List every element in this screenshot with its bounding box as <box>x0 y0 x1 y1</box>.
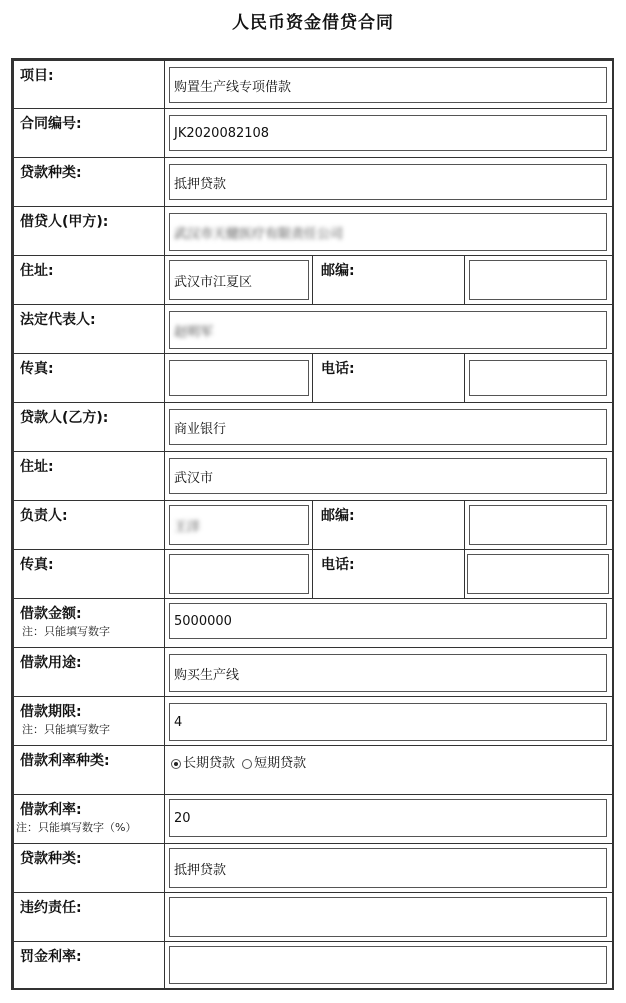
borrower-input[interactable] <box>169 213 607 251</box>
row-rate-type-value-cell <box>164 745 614 795</box>
legal-rep-label: 法定代表人: <box>20 312 96 328</box>
breach-label: 违约责任: <box>20 900 82 916</box>
row-lender-postcode-value-cell <box>464 500 614 550</box>
row-lender-fax-label-cell <box>13 549 165 599</box>
lender-address-input[interactable]: 武汉市 <box>169 458 607 494</box>
row-legal-rep-label-cell <box>13 304 165 354</box>
rate-label: 借款利率: <box>20 802 82 818</box>
breach-input[interactable] <box>169 897 607 937</box>
loan-type-label: 贷款种类: <box>20 165 82 181</box>
row-project-label-cell <box>13 60 165 109</box>
row-borrower-phone-value-cell <box>464 353 614 403</box>
rate-type-short-radio[interactable] <box>242 759 252 769</box>
loan-type2-input[interactable]: 抵押贷款 <box>169 848 607 888</box>
row-loan-type-value-cell <box>164 157 614 207</box>
amount-note: 注：只能填写数字 <box>22 625 110 638</box>
amount-label: 借款金额: <box>20 606 82 622</box>
row-lender-phone-value-cell <box>464 549 614 599</box>
amount-input[interactable]: 5000000 <box>169 603 607 639</box>
row-purpose-label-cell <box>13 647 165 697</box>
row-lender-address-value-cell <box>164 451 614 501</box>
row-lender-address-label-cell <box>13 451 165 501</box>
row-term-value-cell <box>164 696 614 746</box>
borrower-phone-input[interactable] <box>469 360 607 396</box>
project-label: 项目: <box>20 68 54 84</box>
penalty-rate-input[interactable] <box>169 946 607 984</box>
row-lender-value-cell <box>164 402 614 452</box>
row-borrower-postcode-label-cell <box>312 255 465 305</box>
contract-no-input[interactable]: JK2020082108 <box>169 115 607 151</box>
contract-no-label: 合同编号: <box>20 116 82 132</box>
row-borrower-fax-value-cell <box>164 353 313 403</box>
row-amount-value-cell <box>164 598 614 648</box>
term-note: 注：只能填写数字 <box>22 723 110 736</box>
rate-type-short-label[interactable]: 短期贷款 <box>254 756 307 771</box>
rate-type-long-label[interactable]: 长期贷款 <box>183 756 236 771</box>
row-lender-fax-value-cell <box>164 549 313 599</box>
lender-head-value: 王洋 <box>174 519 201 535</box>
penalty-rate-label: 罚金利率: <box>20 949 82 965</box>
rate-type-radio-group <box>171 752 306 771</box>
row-borrower-postcode-value-cell <box>464 255 614 305</box>
row-breach-label-cell <box>13 892 165 942</box>
rate-input[interactable]: 20 <box>169 799 607 837</box>
borrower-fax-label: 传真: <box>20 361 54 377</box>
row-borrower-label-cell <box>13 206 165 256</box>
rate-note: 注：只能填写数字（%） <box>16 821 137 834</box>
row-loan-type2-label-cell <box>13 843 165 893</box>
row-lender-head-value-cell <box>164 500 313 550</box>
row-borrower-fax-label-cell <box>13 353 165 403</box>
lender-fax-input[interactable] <box>169 554 309 594</box>
page-title: 人民币资金借贷合同 <box>232 13 394 33</box>
borrower-label: 借贷人(甲方): <box>20 214 109 230</box>
purpose-label: 借款用途: <box>20 655 82 671</box>
borrower-address-input[interactable]: 武汉市江夏区 <box>169 260 309 300</box>
row-rate-label-cell <box>13 794 165 844</box>
row-borrower-address-value-cell <box>164 255 313 305</box>
borrower-postcode-label: 邮编: <box>321 263 355 279</box>
row-legal-rep-value-cell <box>164 304 614 354</box>
row-borrower-value-cell <box>164 206 614 256</box>
project-input[interactable]: 购置生产线专项借款 <box>169 67 607 103</box>
borrower-phone-label: 电话: <box>321 361 355 377</box>
loan-type-input[interactable]: 抵押贷款 <box>169 164 607 200</box>
purpose-input[interactable]: 购买生产线 <box>169 654 607 692</box>
lender-phone-label: 电话: <box>321 557 355 573</box>
row-amount-label-cell <box>13 598 165 648</box>
lender-postcode-label: 邮编: <box>321 508 355 524</box>
lender-head-input[interactable] <box>169 505 309 545</box>
borrower-value: 武汉市天健医疗有限责任公司 <box>174 226 344 242</box>
row-contract-no-label-cell <box>13 108 165 158</box>
row-lender-label-cell <box>13 402 165 452</box>
borrower-address-label: 住址: <box>20 263 54 279</box>
row-loan-type2-value-cell <box>164 843 614 893</box>
row-breach-value-cell <box>164 892 614 942</box>
lender-label: 贷款人(乙方): <box>20 410 109 426</box>
row-purpose-value-cell <box>164 647 614 697</box>
row-penalty-rate-label-cell <box>13 941 165 990</box>
legal-rep-value: 赵明军 <box>174 324 214 340</box>
row-borrower-phone-label-cell <box>312 353 465 403</box>
borrower-fax-input[interactable] <box>169 360 309 396</box>
row-penalty-rate-value-cell <box>164 941 614 990</box>
row-contract-no-value-cell <box>164 108 614 158</box>
row-rate-value-cell <box>164 794 614 844</box>
lender-head-label: 负责人: <box>20 508 68 524</box>
lender-fax-label: 传真: <box>20 557 54 573</box>
term-input[interactable]: 4 <box>169 703 607 741</box>
rate-type-long-radio[interactable] <box>171 759 181 769</box>
lender-address-label: 住址: <box>20 459 54 475</box>
term-label: 借款期限: <box>20 704 82 720</box>
row-loan-type-label-cell <box>13 157 165 207</box>
loan-type2-label: 贷款种类: <box>20 851 82 867</box>
row-lender-head-label-cell <box>13 500 165 550</box>
row-lender-postcode-label-cell <box>312 500 465 550</box>
row-lender-phone-label-cell <box>312 549 465 599</box>
row-borrower-address-label-cell <box>13 255 165 305</box>
borrower-postcode-input[interactable] <box>469 260 607 300</box>
lender-postcode-input[interactable] <box>469 505 607 545</box>
lender-phone-input[interactable] <box>467 554 609 594</box>
row-rate-type-label-cell <box>13 745 165 795</box>
loan-contract-form <box>11 58 614 990</box>
rate-type-label: 借款利率种类: <box>20 753 110 769</box>
row-project-value-cell <box>164 60 614 109</box>
lender-input[interactable]: 商业银行 <box>169 409 607 445</box>
row-term-label-cell <box>13 696 165 746</box>
legal-rep-input[interactable] <box>169 311 607 349</box>
